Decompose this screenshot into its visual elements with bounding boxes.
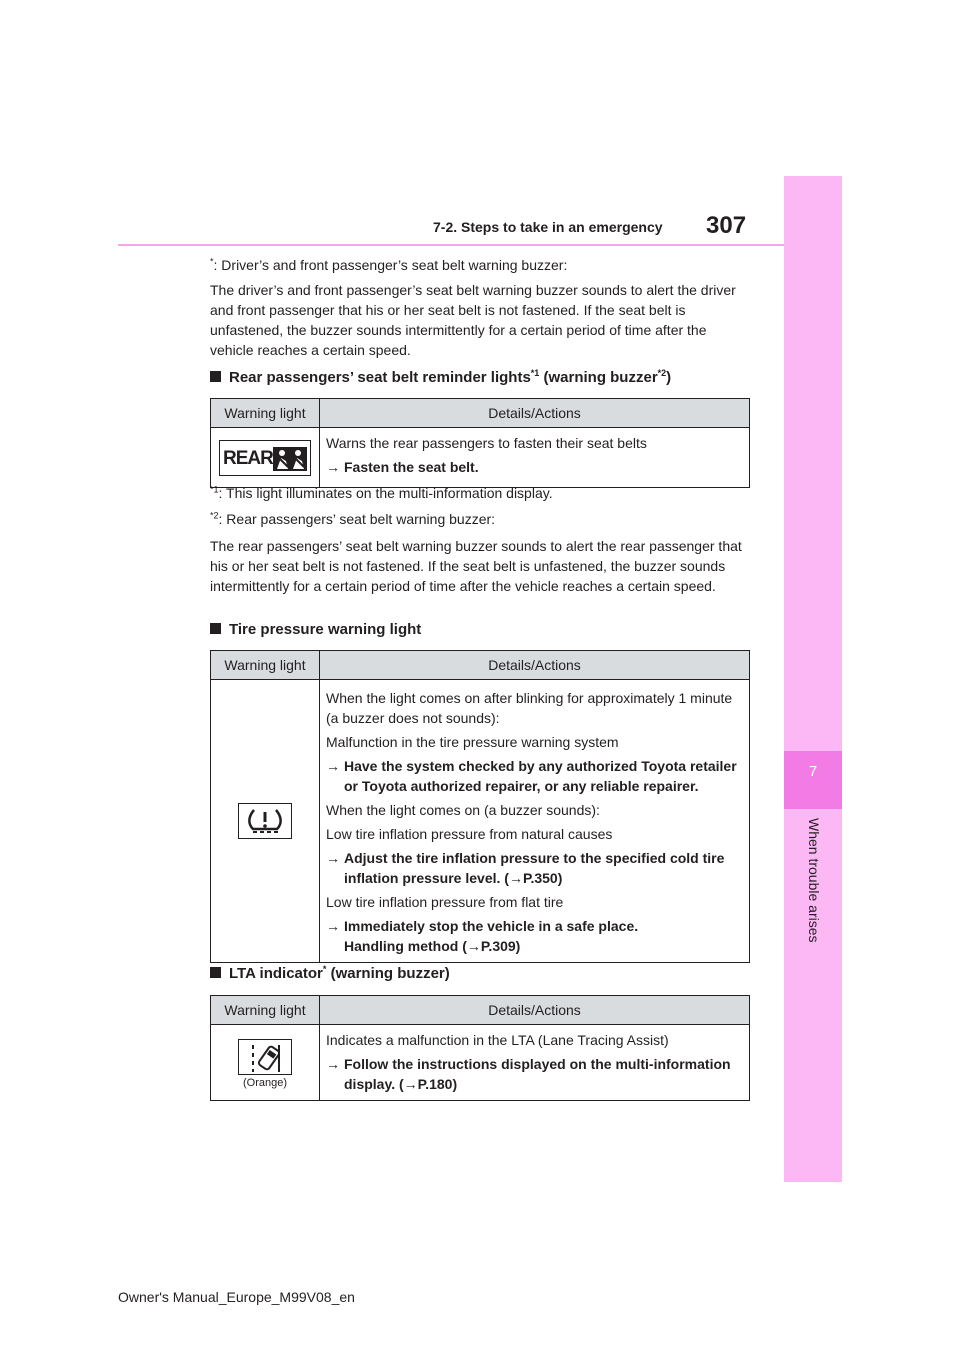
lta-table (210, 995, 750, 1101)
tire-pressure-table (210, 650, 750, 963)
table-header-warning-light: Warning light (211, 399, 320, 428)
rear-action: → Fasten the seat belt. (326, 459, 479, 475)
rear-note-1: $^{*1}$: This light illuminates on the multi-information display. (210, 484, 553, 501)
lta-heading: LTA indicator* (warning buzzer) (210, 965, 450, 982)
tire-line-5: Low tire inflation pressure from flat tire (326, 894, 564, 910)
page-number: 307 (706, 212, 747, 239)
tire-line-3: When the light comes on (a buzzer sounds): (326, 802, 600, 818)
rear-seatbelt-table (210, 398, 750, 488)
chapter-number: 7 (808, 763, 818, 780)
tire-line-4: Low tire inflation pressure from natural causes (326, 826, 613, 842)
tire-pressure-heading: Tire pressure warning light (210, 621, 421, 638)
rear-note-2: $^{*2}$: Rear passengers’ seat belt warning buzzer: (210, 510, 496, 527)
tire-action-2: → Adjust the tire inflation pressure to the specified cold tire inflation pressure level. (→P.350) (326, 850, 725, 886)
chapter-number-block (784, 751, 842, 809)
tire-line-2: Malfunction in the tire pressure warning system (326, 734, 619, 750)
rear-seatbelt-reminder-icon: REAR (219, 440, 311, 476)
lta-icon-caption: (Orange) (242, 1076, 288, 1089)
tire-pressure-icon (238, 803, 292, 839)
chapter-title: When trouble arises (806, 818, 822, 943)
rear-detail: Warns the rear passengers to fasten their seat belts (326, 435, 647, 451)
lta-action: → Follow the instructions displayed on the multi-information display. (→P.180) (326, 1056, 731, 1092)
table-header-details: Details/Actions (320, 996, 750, 1025)
lta-indicator-icon (238, 1039, 292, 1075)
tire-action-1: → Have the system checked by any authorized Toyota retailer or Toyota authorized repairer, or any reliable repairer. (326, 758, 737, 794)
table-header-details: Details/Actions (320, 651, 750, 680)
section-title: 7-2. Steps to take in an emergency (433, 219, 663, 235)
chapter-side-tab (784, 176, 842, 1182)
header-rule (118, 244, 784, 246)
lta-detail: Indicates a malfunction in the LTA (Lane Tracing Assist) (326, 1032, 669, 1048)
table-header-warning-light: Warning light (211, 651, 320, 680)
table-header-details: Details/Actions (320, 399, 750, 428)
rear-seatbelt-heading: Rear passengers’ seat belt reminder lights$^{*1}$ (warning buzzer$^{*2}$) (210, 369, 671, 386)
intro-paragraph: The driver’s and front passenger’s seat belt warning buzzer sounds to alert the driver and front passenger that his or her seat belt is not fastened. If the seat belt is unfastened, the buzzer sounds intermittently for a certain period of time after the vehicle reaches a certain speed. (210, 282, 736, 358)
tire-line-1: When the light comes on after blinking for approximately 1 minute (a buzzer does not sounds): (326, 690, 733, 726)
rear-paragraph: The rear passengers’ seat belt warning buzzer sounds to alert the rear passenger that his or her seat belt is not fastened. If the seat belt is unfastened, the buzzer sounds intermittently for a certain period of time after the vehicle reaches a certain speed. (210, 538, 742, 594)
footer-manual-id: Owner's Manual_Europe_M99V08_en (118, 1289, 355, 1305)
table-header-warning-light: Warning light (211, 996, 320, 1025)
intro-footnote: *: Driver’s and front passenger’s seat belt warning buzzer: (210, 256, 568, 273)
tire-action-3: → Immediately stop the vehicle in a safe place. Handling method (→P.309) (326, 918, 639, 954)
